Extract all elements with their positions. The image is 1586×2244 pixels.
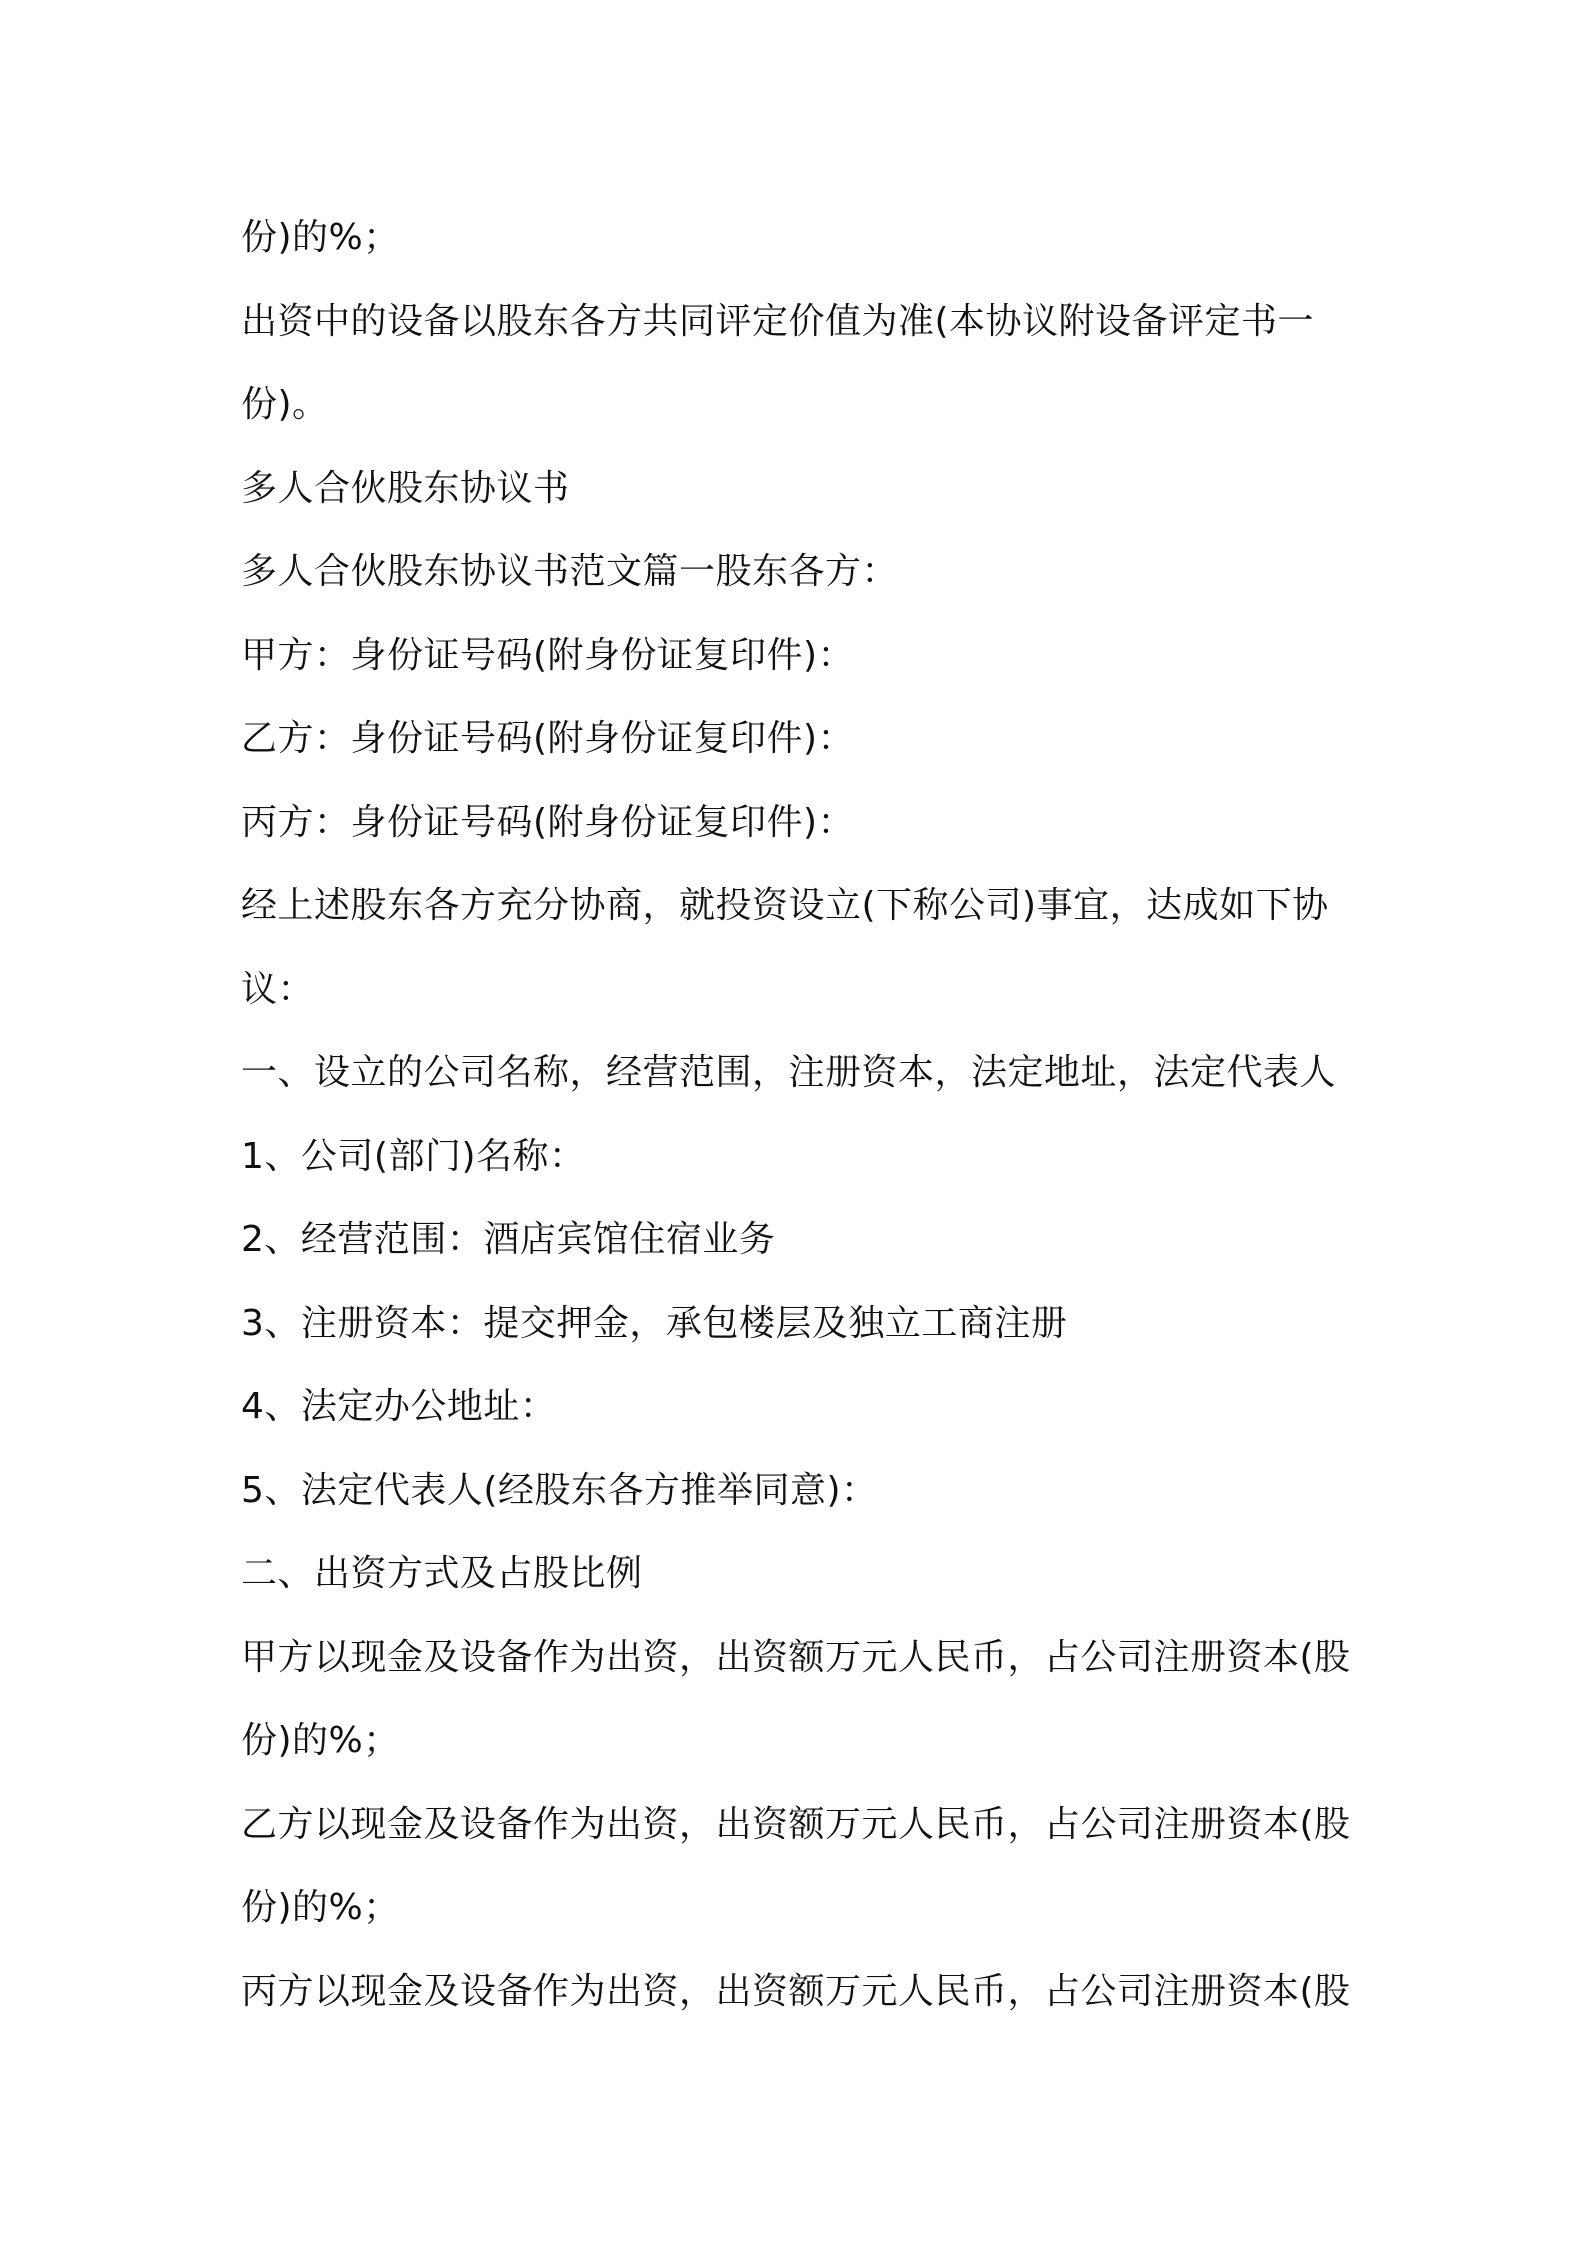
text-line: 甲方：身份证号码(附身份证复印件)： (241, 634, 855, 676)
list-item: 1、公司(部门)名称： (241, 1135, 586, 1177)
text-line: 份)的%； (241, 1720, 400, 1761)
text-line: 丙方以现金及设备作为出资，出资额万元人民币，占公司注册资本(股 (241, 1970, 1351, 2012)
text-line: 乙方以现金及设备作为出资，出资额万元人民币，占公司注册资本(股 (241, 1803, 1351, 1845)
clause-heading: 一、设立的公司名称，经营范围，注册资本，法定地址，法定代表人 (241, 1052, 1337, 1093)
text-line: 议： (241, 968, 315, 1010)
clause-heading: 二、出资方式及占股比例 (241, 1553, 643, 1594)
text-line: 份)的%； (241, 1887, 400, 1928)
text-line: 份)。 (241, 384, 329, 425)
text-line: 份)的%； (241, 217, 400, 258)
text-line: 甲方以现金及设备作为出资，出资额万元人民币，占公司注册资本(股 (241, 1636, 1351, 1678)
list-item: 5、法定代表人(经股东各方推举同意)： (241, 1469, 878, 1511)
text-line: 多人合伙股东协议书范文篇一股东各方： (241, 551, 899, 592)
text-line: 出资中的设备以股东各方共同评定价值为准(本协议附设备评定书一 (241, 300, 1315, 342)
list-item: 4、法定办公地址： (241, 1386, 557, 1427)
text-line: 丙方：身份证号码(附身份证复印件)： (241, 801, 855, 843)
section-heading: 多人合伙股东协议书 (241, 467, 570, 509)
text-line: 乙方：身份证号码(附身份证复印件)： (241, 718, 855, 759)
list-item: 3、注册资本：提交押金，承包楼层及独立工商注册 (241, 1302, 1068, 1344)
list-item: 2、经营范围：酒店宾馆住宿业务 (241, 1219, 776, 1260)
text-line: 经上述股东各方充分协商，就投资设立(下称公司)事宜，达成如下协 (241, 885, 1329, 926)
document-body (241, 196, 1371, 2033)
